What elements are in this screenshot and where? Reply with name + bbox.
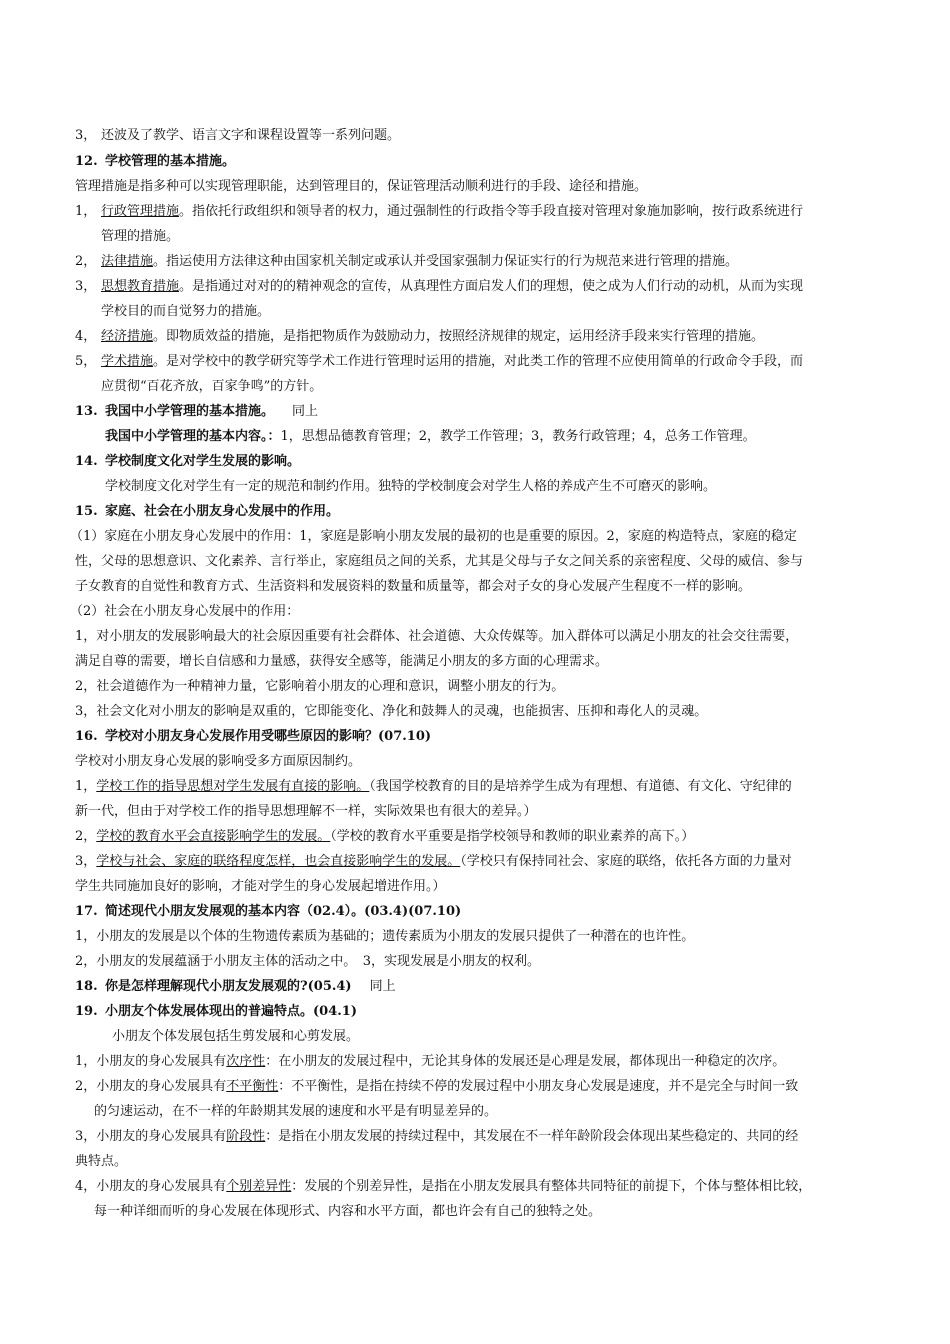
section-heading: 14. 学校制度文化对学生发展的影响。 (75, 454, 301, 469)
list-item: 2，学校的教育水平会直接影响学生的发展。（学校的教育水平重要是指学校领导和教师的职业素养的高下。） (75, 829, 695, 844)
section-heading: 19. 小朋友个体发展体现出的普遍特点。(04.1) (75, 1004, 357, 1019)
list-item: 3，小朋友的身心发展具有阶段性：是指在小朋友发展的持续过程中，其发展在不一样年龄阶段会体现出某些稳定的、共同的经 (75, 1129, 799, 1144)
paragraph-line: 1，对小朋友的发展影响最大的社会原因重要有社会群体、社会道德、大众传媒等。加入群体可以满足小朋友的社会交往需要， (75, 629, 799, 644)
term: 行政管理措施 (101, 204, 180, 219)
list-item: 5， 学术措施。是对学校中的教学研究等学术工作进行管理时运用的措施，对此类工作的管理不应使用简单的行政命令手段，而 (75, 354, 804, 369)
paragraph-line: 2，社会道德作为一种精神力量，它影响着小朋友的心理和意识，调整小朋友的行为。 (75, 679, 565, 694)
list-item-continuation: 的匀速运动，在不一样的年龄期其发展的速度和水平是有明显差异的。 (94, 1104, 498, 1119)
term: 个别差异性 (226, 1179, 292, 1194)
section-heading: 17. 简述现代小朋友发展观的基本内容（02.4）。(03.4)(07.10) (75, 904, 462, 919)
list-item-continuation: 每一种详细而听的身心发展在体现形式、内容和水平方面，都也许会有自己的独特之处。 (94, 1204, 602, 1219)
section-heading: 12. 学校管理的基本措施。 (75, 154, 236, 169)
paragraph-line: 满足自尊的需要，增长自信感和力量感，获得安全感等，能满足小朋友的多方面的心理需求。 (75, 654, 609, 669)
list-item-continuation: 应贯彻“百花齐放，百家争鸣”的方针。 (101, 379, 323, 394)
paragraph: 学校制度文化对学生有一定的规范和制约作用。独特的学校制度会对学生人格的养成产生不可磨灭的影响。 (105, 479, 717, 494)
list-item-continuation: 典特点。 (75, 1154, 128, 1169)
section-heading: 18. 你是怎样理解现代小朋友发展观的?(05.4) 同上 (75, 979, 396, 994)
list-item-continuation: 学生共同施加良好的影响，才能对学生的身心发展起增进作用。） (75, 879, 446, 894)
term: 不平衡性 (226, 1079, 279, 1094)
section-heading: 16. 学校对小朋友身心发展作用受哪些原因的影响？(07.10) (75, 729, 432, 744)
list-item-continuation: 新一代，但由于对学校工作的指导思想理解不一样，实际效果也有很大的差异。） (75, 804, 537, 819)
list-item: 4，小朋友的身心发展具有个别差异性：发展的个别差异性，是指在小朋友发展具有整体共同特征的前提下，个体与整体相比较， (75, 1179, 812, 1194)
term: 学校与社会、家庭的联络程度怎样，也会直接影响学生的发展。 (96, 854, 461, 869)
term: 学术措施 (101, 354, 154, 369)
list-item: 1， 行政管理措施。指依托行政组织和领导者的权力，通过强制性的行政指令等手段直接对管理对象施加影响，按行政系统进行 (75, 204, 804, 219)
list-item: 1，小朋友的发展是以个体的生物遗传素质为基础的；遗传素质为小朋友的发展只提供了一种潜在的也许性。 (75, 929, 695, 944)
term: 学校工作的指导思想对学生发展有直接的影响。 (96, 779, 370, 794)
section-heading: 13. 我国中小学管理的基本措施。 同上 (75, 404, 319, 419)
paragraph: 我国中小学管理的基本内容。：1，思想品德教育管理；2，教学工作管理；3，教务行政管理；4，总务工作管理。 (105, 429, 756, 444)
paragraph-line: （1）家庭在小朋友身心发展中的作用：1，家庭是影响小朋友发展的最初的也是重要的原因。2，家庭的构造特点，家庭的稳定 (70, 529, 797, 544)
paragraph-line: 3，社会文化对小朋友的影响是双重的，它即能变化、净化和鼓舞人的灵魂，也能损害、压抑和毒化人的灵魂。 (75, 704, 708, 719)
list-item: 3， 还波及了教学、语言文字和课程设置等一系列问题。 (75, 128, 401, 143)
list-item: 2， 法律措施。指运使用方法律这种由国家机关制定或承认并受国家强制力保证实行的行为规范来进行管理的措施。 (75, 254, 739, 269)
paragraph: 学校对小朋友身心发展的影响受多方面原因制约。 (75, 754, 362, 769)
list-item: 3， 思想教育措施。是指通过对对的的精神观念的宣传，从真理性方面启发人们的理想，使之成为人们行动的动机，从而为实现 (75, 279, 804, 294)
paragraph-line: 子女教育的自觉性和教育方式、生活资料和发展资料的数量和质量等，都会对子女的身心发展产生程度不一样的影响。 (75, 579, 752, 594)
term: 学校的教育水平会直接影响学生的发展。 (96, 829, 331, 844)
list-item: 3，学校与社会、家庭的联络程度怎样，也会直接影响学生的发展。（学校只有保持同社会、家庭的联络，依托各方面的力量对 (75, 854, 792, 869)
paragraph-line: （2）社会在小朋友身心发展中的作用： (70, 604, 300, 619)
paragraph-line: 性，父母的思想意识、文化素养、言行举止，家庭组员之间的关系，尤其是父母与子女之间关系的亲密程度、父母的威信、参与 (75, 554, 804, 569)
paragraph: 管理措施是指多种可以实现管理职能，达到管理目的，保证管理活动顺利进行的手段、途径和措施。 (75, 179, 648, 194)
list-item: 2，小朋友的发展蕴涵于小朋友主体的活动之中。 3，实现发展是小朋友的权利。 (75, 954, 541, 969)
list-item: 1，小朋友的身心发展具有次序性：在小朋友的发展过程中，无论其身体的发展还是心理是发展，都体现出一种稳定的次序。 (75, 1054, 786, 1069)
list-item: 2，小朋友的身心发展具有不平衡性：不平衡性，是指在持续不停的发展过程中小朋友身心发展是速度，并不是完全与时间一致 (75, 1079, 799, 1094)
term: 思想教育措施 (101, 279, 180, 294)
paragraph: 小朋友个体发展包括生剪发展和心剪发展。 (112, 1029, 360, 1044)
term: 法律措施 (101, 254, 154, 269)
section-heading: 15. 家庭、社会在小朋友身心发展中的作用。 (75, 504, 340, 519)
term: 阶段性 (226, 1129, 266, 1144)
list-item: 4， 经济措施。即物质效益的措施，是指把物质作为鼓励动力，按照经济规律的规定，运用经济手段来实行管理的措施。 (75, 329, 765, 344)
list-item-continuation: 学校目的而自觉努力的措施。 (101, 304, 271, 319)
list-item-continuation: 管理的措施。 (101, 229, 180, 244)
term: 经济措施 (101, 329, 154, 344)
list-item: 1，学校工作的指导思想对学生发展有直接的影响。（我国学校教育的目的是培养学生成为有理想、有道德、有文化、守纪律的 (75, 779, 792, 794)
term: 次序性 (226, 1054, 266, 1069)
